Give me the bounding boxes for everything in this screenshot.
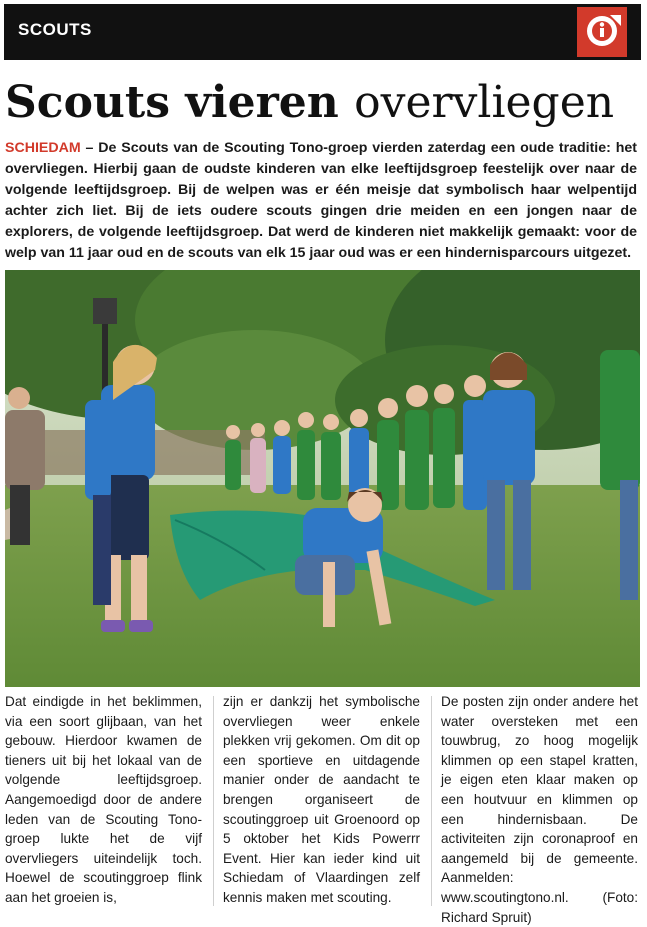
section-label: SCOUTS <box>18 20 92 39</box>
body-column-3: De posten zijn onder andere het water oversteken met een touwbrug, zo hoog mogelijk klimmen op een stapel kratten, je eigen eten klaar maken op een houtvuur en klimmen op een hindernisbaan. De activiteiten zijn coronaproof en aangemeld bij de gemeente. Aanmelden: www.scoutingtono.nl. (Foto: Richard Spruit) <box>441 694 638 925</box>
article-photo <box>5 270 640 687</box>
column-divider <box>431 696 432 906</box>
body-column-1: Dat eindigde in het beklimmen, via een soort glijbaan, van het gebouw. Hierdoor kwamen de tieners uit bij het lokaal van de volgende leeftijdsgroep. Aangemoedigd door de andere leden van de Scouting Tono-groep lukte het de vijf overvliegers uiteindelijk toch. Hoewel de scoutinggroep flink aan het groeien is, <box>5 694 202 905</box>
headline-bold: Scouts vieren <box>5 77 339 128</box>
article-body <box>5 692 640 925</box>
body-column-2: zijn er dankzij het symbolische overvliegen weer enkele plekken vrij gekomen. Om dit op een sportieve en uitdagende manier onder de aandacht te brengen organiseert de scoutinggroep uit Groenoord op 5 oktober het Kids Powerrr Event. Hier kan ieder kind uit Schiedam of Vlaardingen zelf kennis maken met scouting. <box>223 694 420 905</box>
dateline: SCHIEDAM <box>5 140 81 156</box>
section-header-bar <box>4 4 641 60</box>
headline-light: overvliegen <box>354 77 615 128</box>
info-icon <box>577 7 627 57</box>
intro-paragraph <box>5 138 637 264</box>
intro-text: De Scouts van de Scouting Tono-groep vierden zaterdag een oude traditie: het overvliegen. Hierbij gaan de oudste kinderen van elke leeftijdsgroep feestelijk over naar de volgende leeftijdsgroep. Bij de welpen was er één meisje dat symbolisch haar welpentijd achter zich liet. Bij de iets oudere scouts gingen drie meiden en een jongen naar de explorers, de volgende leeftijdsgroep. Dat werd de kinderen niet makkelijk gemaakt: voor de welp van 11 jaar oud en de scouts van elk 15 jaar oud was er een hindernisparcours uitgezet. <box>5 140 638 261</box>
dateline-dash: – <box>80 140 99 156</box>
column-divider <box>213 696 214 906</box>
photo-illustration <box>5 270 640 687</box>
headline <box>5 76 642 130</box>
